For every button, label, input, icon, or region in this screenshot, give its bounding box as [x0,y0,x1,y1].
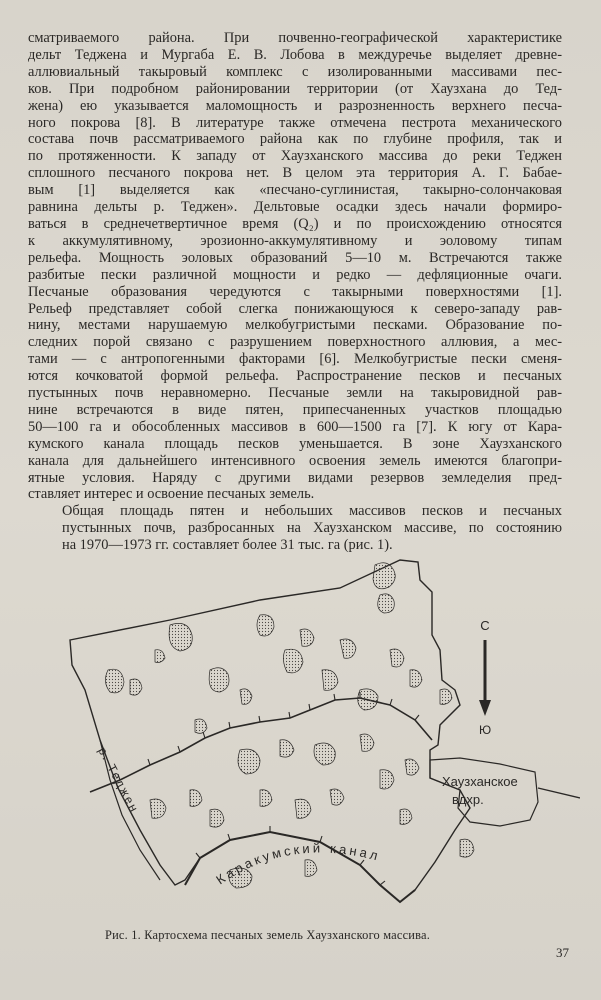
canal-branch [538,788,580,798]
figure-map [60,540,580,930]
north-label: С [480,618,490,633]
text-line: нине встречаются в виде пятен, припесчаненных участков площадью [28,401,562,418]
text-line: ятные условия. Наряду с другими видами резервов земледелия пред- [28,469,562,486]
text-line: пустынных почв, разбросанных на Хаузханском массиве, по состоянию [62,520,562,537]
reservoir [430,758,538,826]
text-line: тами — с антропогенными факторами [6]. Мелкобугристые пески сменя- [28,351,562,368]
text-line: на 1970—1973 гг. составляет более 31 тыс. га (рис. 1). [62,537,393,554]
text-line: разбитые пески различной мощности и редко — дефляционные очаги. [28,266,562,283]
text-line: сплошного песчаного покрова нет. В целом эта территория А. Г. Бабае- [28,165,562,182]
reservoir-label-line1: Хаузханское [442,774,518,789]
text-line: Песчаные образования чередуются с такырными поверхностями [1]. [28,283,562,300]
text-line: жена) ею указывается маломощность и разрозненность верхнего песча- [28,97,562,114]
river-label: р. Теджен [95,744,142,816]
text-line: к аккумулятивному, эрозионно-аккумулятивному и эоловому типам [28,232,562,249]
south-label: Ю [478,723,492,737]
text-line: ного покрова [8]. В литературе также отмечена пестрота механического [28,114,562,131]
text-line: сматриваемого района. При почвенно-географической характеристике [28,30,562,46]
text-line: состава почв рассматриваемого района как по глубине профиля, так и [28,131,562,148]
reservoir-label-line2: вдхр. [452,792,484,807]
text-line: нину, местами нарушаемую мелкобугристыми песками. Образование по- [28,317,562,334]
text-line: по протяженности. К западу от Хаузханского массива до реки Теджен [28,148,562,165]
text-line: равнина дельты р. Теджен». Дельтовые осадки здесь начали формиро- [28,199,562,216]
text-line: рельефа. Мощность эоловых образований 5—10 м. Встречаются также [28,249,562,266]
north-arrow [479,618,491,737]
text-line: аллювиальный такыровый комплекс с изолированными массивами пес- [28,63,562,80]
text-line: дельт Теджена и Мургаба Е. В. Лобова в междуречье выделяет древне- [28,46,562,63]
text-line: ков. При подробном районировании территории (от Хаузхана до Тед- [28,80,562,97]
text-line: Общая площадь пятен и небольших массивов песков и песчаных [62,503,562,520]
page-number: 37 [556,945,569,960]
text-line: ставляет интерес и освоение песчаных земель. [28,486,315,503]
paragraph-1 [28,30,562,503]
text-line: Рельеф представляет собой слегка понижающуюся к северо-западу рав- [28,300,562,317]
map-svg [60,540,580,930]
text-line: пустынных почв неравномерно. Песчаные земли на такыровидной рав- [28,385,562,402]
text-line: канала для дальнейшего интенсивного освоения земель имеются благопри- [28,452,562,469]
text-line: 50—100 га и обособленных массивов в 600—1500 га [7]. К югу от Кара- [28,418,562,435]
canal-label-path: Каракумский канал [213,840,383,888]
body-text [28,30,562,554]
text-line: вым [1] выделяется как «песчано-суглинистая, такырно-солончаковая [28,182,562,199]
text-line: следних порой связано с разрушением поверхностного аллювия, а мес- [28,334,562,351]
text-line: ются кочковатой формой рельефа. Распространение песков и песчаных [28,368,562,385]
text-line: ваться в среднечетвертичное время (Q₂) и по происхождению относятся [28,215,562,232]
text-line: кумского канала площадь песков уменьшается. В зоне Хаузханского [28,435,562,452]
figure-caption: Рис. 1. Картосхема песчаных земель Хаузханского массива. [105,928,430,942]
